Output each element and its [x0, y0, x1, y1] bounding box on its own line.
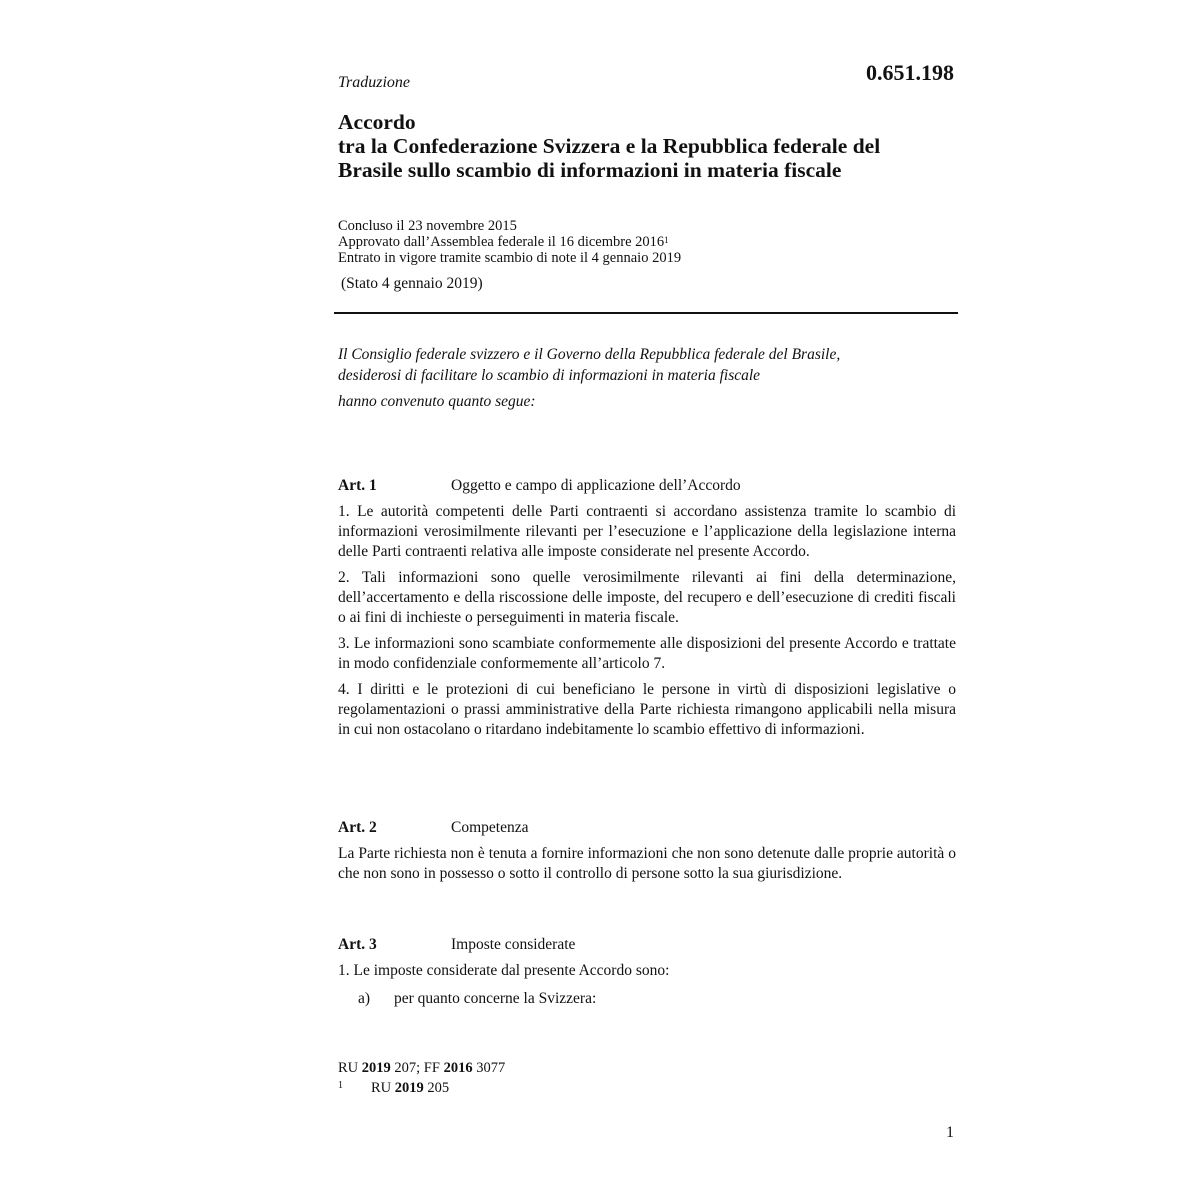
article-heading [338, 935, 956, 955]
article-heading [338, 476, 956, 496]
article-paragraph: 2. Tali informazioni sono quelle verosimilmente rilevanti ai fini della determinazione, dell’accertamento e della riscossione delle imposte, del recupero e dell’esecuzione di crediti fiscali o ai fini di inchieste o perseguimenti in materia fiscale. [338, 569, 956, 626]
fn-prefix: RU [371, 1080, 395, 1096]
article-number: Art. 3 [338, 936, 377, 953]
page-number: 1 [946, 1124, 954, 1141]
footnote-1 [338, 1078, 505, 1098]
ru-page: 207; FF [390, 1060, 444, 1076]
preamble-line-3: hanno convenuto quanto segue: [338, 393, 536, 410]
preamble-line-1: Il Consiglio federale svizzero e il Governo della Repubblica federale del Brasile, [338, 346, 841, 363]
title-line-3: Brasile sullo scambio di informazioni in materia fiscale [338, 158, 842, 182]
fn-page: 205 [423, 1080, 450, 1096]
ff-page: 3077 [472, 1060, 506, 1076]
footnote-ref[interactable]: 1 [664, 235, 669, 245]
article-paragraph: 1. Le imposte considerate dal presente Accordo sono: [338, 962, 670, 979]
ru-prefix: RU [338, 1060, 362, 1076]
translation-label: Traduzione [338, 74, 411, 91]
article-3 [338, 935, 956, 1009]
document-title [338, 110, 958, 182]
article-title: Competenza [451, 819, 529, 836]
source-reference [338, 1058, 505, 1078]
footnote-number: 1 [338, 1080, 343, 1091]
article-title: Imposte considerate [451, 936, 576, 953]
article-paragraph: 3. Le informazioni sono scambiate conformemente alle disposizioni del presente Accordo e trattate in modo confidenziale conformemente all’articolo 7. [338, 635, 956, 672]
concluded-date: Concluso il 23 novembre 2015 [338, 218, 517, 234]
article-number: Art. 1 [338, 477, 377, 494]
footnotes [338, 1058, 505, 1098]
article-number: Art. 2 [338, 819, 377, 836]
ff-year: 2016 [443, 1060, 473, 1076]
entry-into-force: Entrato in vigore tramite scambio di note il 4 gennaio 2019 [338, 250, 682, 266]
article-2 [338, 818, 956, 890]
title-line-2: tra la Confederazione Svizzera e la Repubblica federale del [338, 134, 881, 158]
fn-year: 2019 [394, 1080, 424, 1096]
header-divider [334, 312, 958, 314]
preamble [338, 344, 958, 412]
metadata-block [338, 218, 681, 266]
article-paragraph: 4. I diritti e le protezioni di cui beneficiano le persone in virtù di disposizioni legislative o regolamentazioni o prassi amministrative della Parte richiesta rimangono applicabili nella misura in cui non ostacolano o ritardano indebitamente lo scambio effettivo di informazioni. [338, 681, 956, 738]
footnote-text [371, 1078, 449, 1098]
ru-year: 2019 [361, 1060, 391, 1076]
sr-number: 0.651.198 [866, 60, 954, 85]
article-paragraph: 1. Le autorità competenti delle Parti contraenti si accordano assistenza tramite lo scambio di informazioni verosimilmente rilevanti per l’esecuzione e l’applicazione della legislazione interna delle Parti contraenti relativa alle imposte considerate nel presente Accordo. [338, 503, 956, 560]
list-item [358, 989, 956, 1009]
list-item-text: per quanto concerne la Svizzera: [394, 990, 597, 1007]
list-item-label: a) [358, 990, 371, 1007]
article-title: Oggetto e campo di applicazione dell’Accordo [451, 477, 741, 494]
approved-text: Approvato dall’Assemblea federale il 16 dicembre 2016 [338, 234, 665, 250]
article-1 [338, 476, 956, 746]
article-heading [338, 818, 956, 838]
title-line-1: Accordo [338, 110, 416, 134]
approved-date [338, 234, 681, 250]
preamble-line-2: desiderosi di facilitare lo scambio di informazioni in materia fiscale [338, 367, 761, 384]
article-paragraph: La Parte richiesta non è tenuta a fornire informazioni che non sono detenute dalle proprie autorità o che non sono in possesso o sotto il controllo di persone sotto la sua giurisdizione. [338, 845, 956, 882]
status-date: (Stato 4 gennaio 2019) [341, 275, 483, 292]
